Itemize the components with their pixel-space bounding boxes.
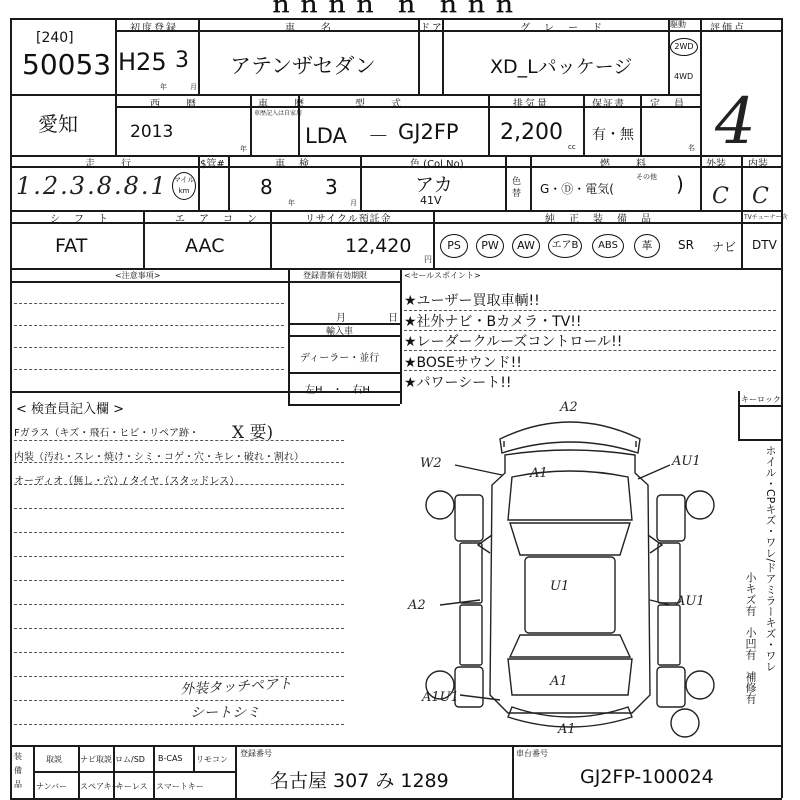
- equipment-label: 純 正 装 備 品: [545, 214, 653, 225]
- drive-4wd: 4WD: [674, 72, 694, 81]
- score-label: 評価点: [710, 23, 746, 34]
- sales-point-1: ★ユーザー買取車輌!!: [404, 293, 540, 309]
- fuel-other-label: その他: [636, 173, 657, 181]
- equip-leather: 革: [634, 234, 660, 258]
- color-name: アカ: [415, 174, 453, 196]
- inspection-month: 3: [325, 175, 338, 199]
- mark-a2-front: A2: [560, 400, 578, 415]
- displacement-value: 2,200: [500, 120, 563, 145]
- interior-grade: C: [752, 184, 769, 209]
- warranty-label: 保証書: [592, 99, 625, 110]
- western-label: 西 暦: [150, 99, 198, 110]
- sales-point-3: ★レーダークルーズコントロール!!: [404, 334, 623, 350]
- equip-abs: ABS: [592, 234, 624, 258]
- equip-dtv: DTV: [752, 238, 777, 252]
- chassis-number: GJ2FP-100024: [580, 766, 714, 788]
- legend-vertical-1: ホイル・CPキズ・ワレ/ドアミラーキズ・ワレ: [764, 445, 777, 673]
- history-note: 車歴記入は自家用: [254, 110, 303, 117]
- grade-label: グ レ ー ド: [520, 23, 604, 34]
- car-name-label: 車 名: [285, 23, 333, 34]
- reg-number-label: 登録番号: [240, 749, 272, 758]
- mark-a1u1-rear: A1U1: [422, 690, 459, 705]
- reg-month-label: 月: [336, 313, 346, 324]
- mark-au1-side: AU1: [676, 594, 705, 609]
- reg-month: 3: [175, 48, 189, 73]
- footer-equip-rom-sd: ロム/SD: [115, 755, 145, 764]
- drive-label: 駆動: [670, 20, 686, 29]
- footer-equip-bcas: B-CAS: [158, 754, 183, 763]
- mileage-value: 1.2.3.8.8.1: [16, 172, 168, 200]
- footer-equip-plate: ナンバー: [36, 782, 68, 791]
- top-title: ｎｎｎｎ ｎ ｎｎｎ: [270, 0, 522, 18]
- inspector-title: < 検査員記入欄 >: [16, 402, 125, 417]
- color-code: 41V: [420, 194, 442, 207]
- equip-navi: ナビ: [712, 240, 737, 254]
- warranty-value: 有・無: [592, 127, 634, 143]
- era-year: H25: [118, 48, 167, 76]
- lot-prefix: [240]: [36, 30, 74, 46]
- exterior-grade: C: [712, 184, 729, 209]
- footer-equip-navi-manual: ナビ取説: [80, 755, 112, 764]
- footer-equip-smart-key: スマートキー: [156, 782, 204, 791]
- mark-a1-rear: A1: [558, 722, 576, 737]
- inspector-line-2: 内装（汚れ・スレ・焼け・シミ・コゲ・穴・キレ・破れ・割れ）: [14, 452, 304, 463]
- sales-title: <セールスポイント>: [404, 271, 481, 280]
- era-year-unit: 年: [160, 83, 167, 91]
- prefecture: 愛知: [38, 112, 78, 136]
- meter-label: $管#: [200, 159, 225, 170]
- recycle-fee: 12,420: [345, 235, 412, 257]
- color-change-label: 色替: [512, 177, 522, 199]
- month-unit: 月: [190, 83, 197, 91]
- sales-point-4: ★BOSEサウンド!!: [404, 355, 522, 371]
- car-name: アテンザセダン: [230, 54, 376, 78]
- mark-au1-right: AU1: [672, 454, 701, 469]
- footer-equip-header: 装備品: [14, 752, 22, 789]
- inspector-line-1: Fガラス（キズ・飛石・ヒビ・リペア跡・: [14, 428, 200, 439]
- aircon-label: エ ア コ ン: [175, 214, 259, 225]
- model-code: GJ2FP: [398, 120, 459, 144]
- sales-point-2: ★社外ナビ・Bカメラ・TV!!: [404, 314, 582, 330]
- inspection-month-unit: 月: [350, 199, 357, 207]
- model-prefix: LDA －: [305, 124, 389, 148]
- handle-lr: 左H ・ 右H: [305, 385, 371, 396]
- import-title: 輸入車: [326, 327, 354, 337]
- equip-pw: PW: [476, 234, 504, 258]
- inspection-label: 車 検: [275, 159, 311, 170]
- sales-point-5: ★パワーシート!!: [404, 375, 512, 391]
- reg-number: 名古屋 307 み 1289: [270, 770, 449, 792]
- tuner-label: TVチューナー含: [744, 214, 788, 221]
- equip-sr: SR: [678, 238, 694, 252]
- footer-equip-keyless: キーレス: [116, 782, 148, 791]
- mark-a1-hood: A1: [530, 466, 548, 481]
- grade-value: XD_Lパッケージ: [490, 56, 633, 78]
- persons-unit: 名: [688, 144, 695, 152]
- shift-value: FAT: [55, 235, 88, 257]
- footer-equip-remote: リモコン: [196, 755, 228, 764]
- score-value: 4: [715, 85, 756, 159]
- mark-u1-roof: U1: [550, 579, 570, 594]
- exterior-label: 外装: [706, 159, 726, 170]
- mark-w2: W2: [420, 456, 442, 471]
- fuel-close: ): [676, 172, 684, 196]
- fuel-label: 燃 料: [600, 159, 648, 170]
- footer-equip-manual: 取説: [46, 755, 62, 764]
- door-label: ドア: [420, 23, 444, 34]
- chassis-label: 車台番号: [516, 749, 548, 758]
- drive-2wd-circle: 2WD: [670, 38, 698, 56]
- attention-title: <注意事項>: [115, 271, 161, 280]
- reg-day-label: 日: [388, 313, 398, 324]
- displacement-label: 排気量: [513, 99, 549, 110]
- equip-ps: PS: [440, 234, 468, 258]
- legend-vertical-2: 小キズ有 小凹有 補修有: [744, 572, 757, 704]
- reg-docs-title: 登録書類有効期限: [303, 271, 367, 280]
- shift-label: シ フ ト: [50, 214, 110, 225]
- inspection-year-unit: 年: [288, 199, 295, 207]
- color-label: 色 (Col.No): [410, 159, 464, 170]
- fuel-options: G・Ⓓ・電気(: [540, 182, 614, 196]
- car-damage-diagram: [400, 395, 740, 740]
- inspector-line-1-hand: X 要): [232, 423, 274, 443]
- aircon-value: AAC: [185, 235, 225, 257]
- dealer-parallel: ディーラー・並行: [300, 353, 380, 364]
- equip-airbag: エアB: [548, 234, 582, 258]
- model-label: 型 式: [355, 99, 403, 110]
- key-lock-label: キーロック: [741, 395, 781, 404]
- inspection-year: 8: [260, 175, 273, 199]
- mile-km-circle: マイル km: [172, 172, 196, 200]
- lot-number: 50053: [22, 48, 112, 81]
- first-reg-label: 初度登録: [130, 23, 178, 34]
- mark-a1-trunk: A1: [550, 674, 568, 689]
- mark-a2-left: A2: [408, 598, 426, 613]
- handwritten-note-a: 外装タッチペアト: [179, 676, 293, 698]
- interior-label: 内装: [748, 159, 768, 170]
- capacity-label: 定 員: [650, 99, 686, 110]
- cc-unit: cc: [568, 143, 576, 151]
- inspector-line-3: オーディオ（無し・穴）/ タイヤ（スタッドレス）: [14, 476, 240, 487]
- footer-equip-spare-key: スペアキー: [80, 782, 120, 791]
- handwritten-note-b: シートシミ: [190, 705, 260, 721]
- western-year: 2013: [130, 122, 174, 142]
- equip-aw: AW: [512, 234, 540, 258]
- history-label: 車 歴: [258, 99, 306, 110]
- recycle-label: リサイクル預託金: [305, 214, 392, 225]
- mileage-label: 走 行: [85, 159, 133, 170]
- western-unit: 年: [240, 145, 247, 153]
- yen-unit: 円: [424, 255, 432, 264]
